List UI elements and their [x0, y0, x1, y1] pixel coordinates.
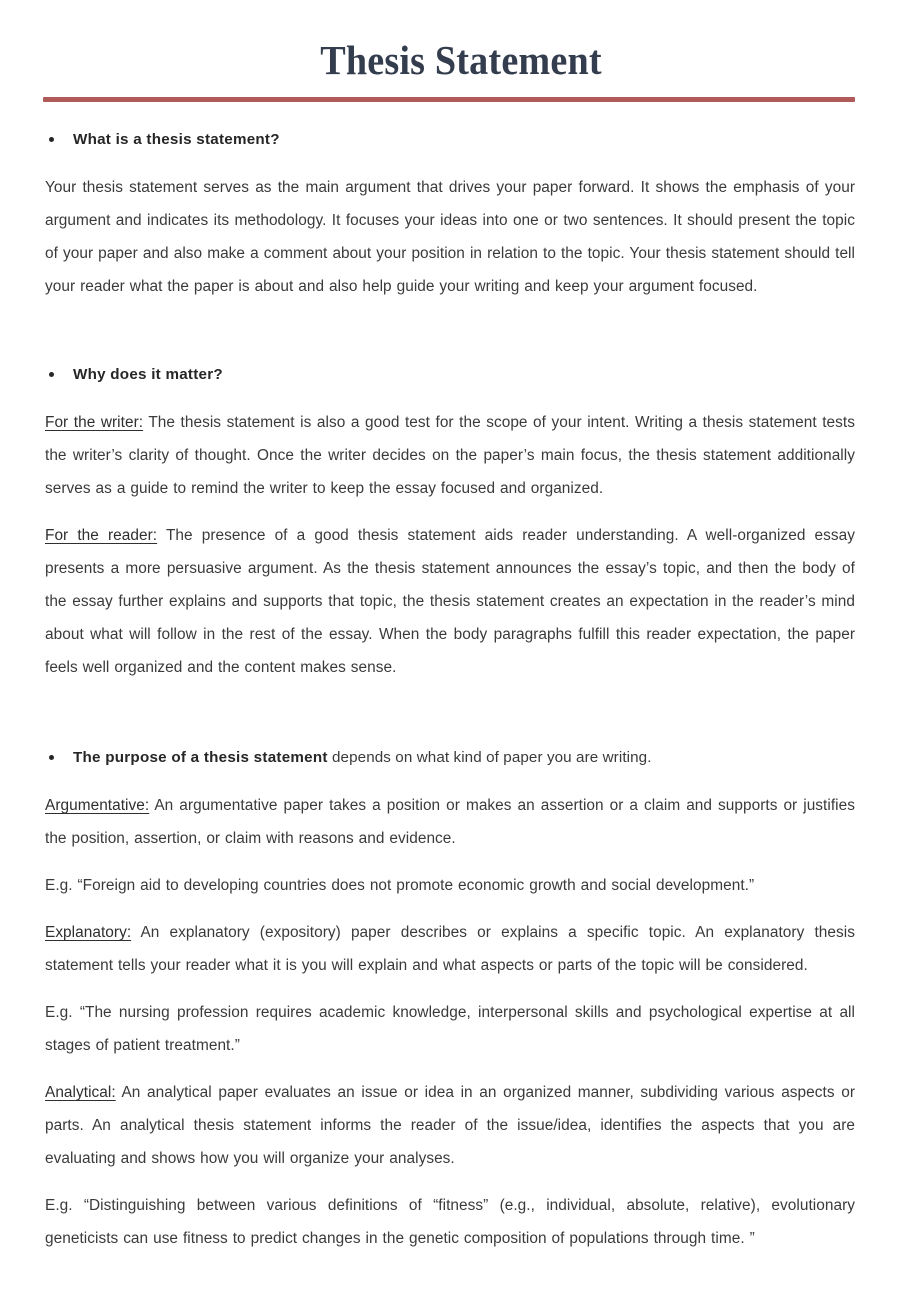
paragraph-analytical — [45, 1076, 855, 1175]
spacer — [45, 303, 855, 365]
spacer — [45, 982, 855, 996]
paragraph-argumentative — [45, 789, 855, 855]
paragraph-text: The thesis statement is also a good test for the scope of your intent. Writing a thesis statement tests the writer’s clarity of thought. Once the writer decides on the paper’s main focus, the thesis statement additionally serves as a guide to remind the writer to keep the essay focused and organized. — [45, 414, 855, 497]
document-body — [45, 130, 855, 1255]
paragraph-text: E.g. “Distinguishing between various definitions of “fitness” (e.g., individual, absolute, relative), evolutionary geneticists can use fitness to predict changes in the genetic composition of populations through time. ” — [45, 1197, 855, 1247]
paragraph-lead-label: Analytical: — [45, 1084, 116, 1101]
paragraph-lead-label: Argumentative: — [45, 797, 150, 814]
bullet-dot-icon — [49, 755, 54, 760]
title-divider-rule — [43, 97, 855, 102]
paragraph-what-is-a-thesis-statement — [45, 171, 855, 303]
bullet-heading-why-does-it-matter — [45, 365, 855, 384]
spacer — [45, 384, 855, 406]
bullet-heading-what-is-a-thesis-statement — [45, 130, 855, 149]
bullet-dot-icon — [49, 372, 54, 377]
paragraph-text: An explanatory (expository) paper describes or explains a specific topic. An explanatory thesis statement tells your reader what it is you will explain and what aspects or parts of the topic will be considered. — [45, 924, 855, 974]
paragraph-lead-label: For the writer: — [45, 414, 144, 431]
spacer — [45, 684, 855, 748]
bullet-heading-label: The purpose of a thesis statement — [73, 749, 328, 766]
paragraph-text: An argumentative paper takes a position or makes an assertion or a claim and supports or justifies the position, assertion, or claim with reasons and evidence. — [45, 797, 855, 847]
spacer — [45, 767, 855, 789]
paragraph-for-the-reader — [45, 519, 855, 684]
paragraph-explanatory-example — [45, 996, 855, 1062]
paragraph-lead-label: For the reader: — [45, 527, 158, 544]
paragraph-argumentative-example — [45, 869, 855, 902]
bullet-dot-icon — [49, 137, 54, 142]
paragraph-for-the-writer — [45, 406, 855, 505]
spacer — [45, 1062, 855, 1076]
spacer — [45, 902, 855, 916]
paragraph-text: E.g. “Foreign aid to developing countries does not promote economic growth and social development.” — [45, 877, 755, 894]
spacer — [45, 855, 855, 869]
paragraph-text: E.g. “The nursing profession requires academic knowledge, interpersonal skills and psychological expertise at all stages of patient treatment.” — [45, 1004, 855, 1054]
paragraph-text: The presence of a good thesis statement aids reader understanding. A well-organized essay presents a more persuasive argument. As the thesis statement announces the essay’s topic, and then the body of the essay further explains and supports that topic, the thesis statement creates an expectation in the reader’s mind about what will follow in the rest of the essay. When the body paragraphs fulfill this reader expectation, the paper feels well organized and the content makes sense. — [45, 527, 855, 676]
paragraph-text: An analytical paper evaluates an issue or idea in an organized manner, subdividing various aspects or parts. An analytical thesis statement informs the reader of the issue/idea, identifies the aspects that you are evaluating and shows how you will organize your analyses. — [45, 1084, 855, 1167]
spacer — [45, 505, 855, 519]
paragraph-text: Your thesis statement serves as the main argument that drives your paper forward. It shows the emphasis of your argument and indicates its methodology. It focuses your ideas into one or two sentences. It should present the topic of your paper and also make a comment about your position in relation to the topic. Your thesis statement should tell your reader what the paper is about and also help guide your writing and keep your argument focused. — [45, 179, 855, 295]
spacer — [45, 149, 855, 171]
paragraph-explanatory — [45, 916, 855, 982]
bullet-heading-purpose-of-a-thesis-statement — [45, 748, 855, 767]
bullet-heading-trailing-text: depends on what kind of paper you are writing. — [327, 749, 652, 766]
page-title: Thesis Statement — [320, 37, 602, 83]
paragraph-lead-label: Explanatory: — [45, 924, 132, 941]
bullet-heading-label: Why does it matter? — [73, 366, 223, 383]
spacer — [45, 1175, 855, 1189]
paragraph-analytical-example — [45, 1189, 855, 1255]
bullet-heading-label: What is a thesis statement? — [73, 131, 280, 148]
